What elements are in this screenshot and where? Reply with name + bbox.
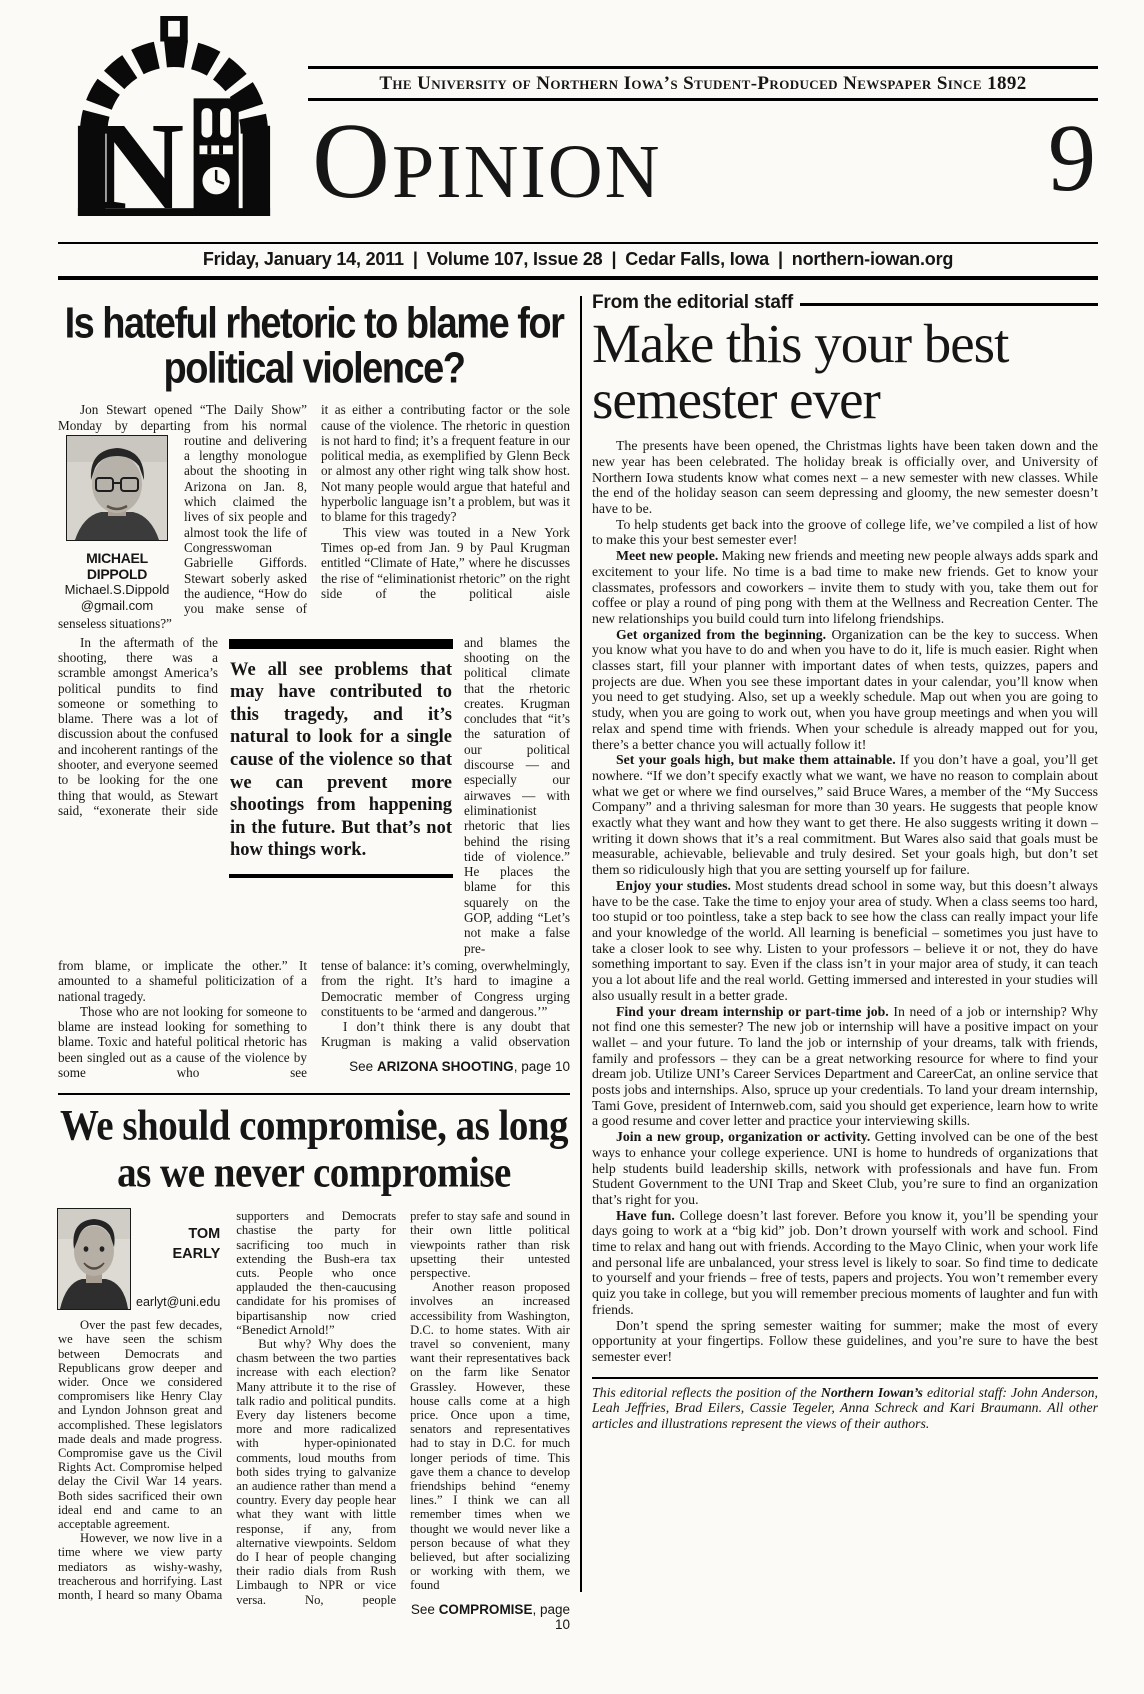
article2-c3-p1: prefer to stay safe and sound in their own little political viewpoints rather than risk upsetting their untested perspective. — [410, 1209, 570, 1280]
paragraph-text: The presents have been opened, the Christmas lights have been taken down and the new year has been celebrated. The holiday break is officially over, and University of Northern Iowa students know what comes next – a new semester with new classes. While the end of the holiday season can seem depressing and gloomy, the new semester doesn’t have to be. — [592, 438, 1098, 516]
paragraph-lead: Enjoy your studies. — [616, 877, 736, 893]
editorial-paragraph — [592, 752, 1098, 878]
article2-col2 — [236, 1209, 396, 1631]
page-content — [58, 292, 1098, 1632]
author-block-early — [58, 1209, 222, 1309]
paragraph-lead: Join a new group, organization or activity. — [616, 1129, 875, 1145]
northern-iowan-logo — [62, 16, 286, 216]
article2-col3 — [410, 1209, 570, 1631]
article1-bot2-p1: tense of balance: it’s coming, overwhelmingly, from the right. It’s hard to imagine a Democratic member of Congress urging constituents to be ‘armed and dangerous.’” — [321, 957, 570, 1019]
paragraph-text: Most students dread school in some way, but this doesn’t always have to be the case. Take the time to enjoy your area of study. When a class seems too hard, too stupid or too pointless, take a step back to see how the class can really impact your life and your knowledge of the world. All learning is beneficial – sometimes you just have to take a closer look to see why. Listen to your professors – believe it or not, they do have something important to say. Even if the class isn’t in your major area of study, it can teach you a lot about life and the real world. Getting immersed and interested in your studies will also usually result in a better grade. — [592, 877, 1098, 1003]
article1-mid-left: In the aftermath of the shooting, there was a scramble amongst America’s political pundits to find someone or something to blame. There was a lot of discussion about the confused and incoherent rantings of the shooter, and everyone seemed to be looking for the one thing that would, as Stewart said, “exonerate their side — [58, 634, 218, 818]
editorial-paragraph — [592, 1004, 1098, 1130]
page-number: 9 — [1048, 104, 1096, 211]
editorial-footer — [592, 1385, 1098, 1432]
article2-c2-p2: But why? Why does the chasm between the two parties increase with each election? Many attribute it to the rise of talk radio and political pundits. Every day listeners become more and more radicalized with hyper-opinionated comments, loud mouths from both sides trying to galvanize an audience rather than mend a country. Every day people hear what they want with little response, if any, from alternative viewpoints. Seldom do I hear of people changing their radio dials from Rush Limbaugh to NPR or vice versa. No, people — [236, 1336, 397, 1607]
editorial-paragraph — [592, 438, 1098, 517]
paragraph-lead: Have fun. — [616, 1207, 680, 1223]
author2-name-line2: EARLY — [172, 1245, 221, 1262]
editorial-paragraph — [592, 1129, 1098, 1208]
article-hateful-rhetoric — [58, 299, 570, 1081]
article1-bot2-p2: I don’t think there is any doubt that Krugman is making a valid observation — [321, 1019, 570, 1050]
article2-c3-p2: Another reason proposed involves an increased accessibility from Washington, D.C. to home states. With air travel so convenient, many want their representatives back on the farm like Senator Grassley. However, these house calls come at a high price. Once upon a time, senators and representatives had to stay in D.C. for much longer periods of time. This gave them a chance to develop friendships behind “enemy lines.” I think we can all remember times when we thought we would never like a person because of what they believed, but after socializing or working with them, we found — [410, 1280, 570, 1593]
svg-text:N: N — [93, 97, 185, 216]
article2-columns — [58, 1209, 570, 1631]
article2-col1 — [58, 1209, 222, 1631]
author1-name: MICHAEL DIPPOLD — [86, 549, 148, 582]
pull-quote-text: We all see problems that may have contributed to this tragedy, and it’s natural to look for a single cause of the violence so that we can prevent more shootings from happening in the future. But that’s not how things work. — [230, 659, 452, 861]
article2-c2-p1: supporters and Democrats chastise the party for sacrificing too much in extending the Bush-era tax cuts. People who once applauded the then-caucusing candidate for his promises of bipartisanship now cried “Benedict Arnold!” — [236, 1209, 397, 1337]
article1-bot1-p2: Those who are not looking for someone to blame are instead looking for something to blame. Toxic and hateful political rhetoric has been singled out as a cause of the violence by some who see — [58, 1003, 307, 1081]
jump-see: See — [410, 1601, 439, 1617]
author-photo-early — [58, 1209, 130, 1309]
paragraph-lead: Find your dream internship or part-time job. — [616, 1003, 894, 1019]
paragraph-text: Making new friends and meeting new people always adds spark and excitement to your life. No time is a bad time to make new friends. Get to know your classmates, professors and coworkers – invite them to study with you, take them out for coffee or play a round of ping pong with them at the Wellness and Recreation Center. The new relationships you build could turn into lifelong friendships. — [592, 548, 1098, 626]
vertical-divider — [580, 296, 582, 1592]
dateline — [58, 242, 1098, 280]
article-divider-rule — [58, 1093, 570, 1095]
article1-middle-band — [58, 635, 570, 956]
article1-bot-col2 — [321, 958, 570, 1080]
article1-bottom-band — [58, 958, 570, 1080]
paragraph-text: College doesn’t last forever. Before you know it, you’ll be spending your days going to work at a “big kid” job. Don’t drown yourself with work and school. Find time to relax and hang out with friends. According to the Mayo Clinic, when your work life and personal life are unbalanced, your stress level is likely to soar. So find time to dedicate to yourself and your friends – free of tests, papers and projects. You won’t remember every quiz you take in college, but you will remember precious moments of laughter and fun with friends. — [592, 1207, 1098, 1317]
footer-pre: This editorial reflects the position of the — [592, 1384, 821, 1400]
article-compromise — [58, 1103, 570, 1631]
paragraph-text: Organization can be the key to success. When you know what you have to do and when you have to do it, life is much easier. Right when classes start, fill your planner with important dates of when tests, quizzes, papers and projects are due. When you see these important dates in your calendar, you’ll know when you need to get studying. Also, set up a weekly schedule. Map out when you are going to study, when you are going to work out, when you have group meetings and when you will relax and spend time with friends. When your schedule is already mapped out for you, there’s a better chance you will actually follow it! — [592, 626, 1098, 752]
pull-quote-top-bar — [229, 639, 453, 649]
jump-line-arizona-shooting — [321, 1059, 570, 1074]
paragraph-lead: Meet new people. — [616, 548, 722, 564]
jump-page: , page 10 — [532, 1601, 570, 1632]
article2-c1-p2: However, we now live in a time where we view party mediators as wishy-washy, treacherous and horrifying. Last month, I heard so many Obama — [58, 1531, 223, 1602]
dateline-separator: | — [412, 249, 418, 269]
pull-quote — [229, 639, 453, 956]
article1-col1 — [58, 402, 307, 631]
author1-email-line2: @gmail.com — [80, 597, 154, 613]
footer-post: editorial staff: John Anderson, Leah Jeffries, Brad Eilers, Cassie Tegeler, Anna Schreck and Kari Braumann. All other articles and illustrations represent the views of their authors. — [592, 1384, 1098, 1432]
paragraph-lead: Set your goals high, but make them attainable. — [616, 752, 900, 768]
article2-c1-p1: Over the past few decades, we have seen the schism between Democrats and Republicans grow deeper and wider. Once we considered compromisers like Henry Clay and Lyndon Johnson great and accomplished. These legislators made deals and made progress. Compromise gave us the Civil Rights Act. Compromise helped delay the Civil War 14 years. Both sides sacrificed their own ideal end and came to an acceptable agreement. — [58, 1318, 223, 1531]
dateline-separator: | — [611, 249, 617, 269]
pull-quote-bottom-bar — [229, 874, 453, 878]
editorial-paragraph — [592, 878, 1098, 1004]
editorial-paragraph — [592, 1318, 1098, 1365]
paragraph-text: In need of a job or internship? Why not find one this semester? The new job or internship will have a positive impact on your wallet – and your future. To land the job or internship of your dreams, talk with friends, family and professors – they can be a great networking resource for where to find your dream job. Utilize UNI’s Career Services Department and CareerCat, an online service that posts jobs and internships. Also, spruce up your credentials. To land your dream internship, Tami Gove, president of Internweb.com, said you should get experience, learn how to write a good resume and cover letter and practice your interviewing skills. — [592, 1003, 1098, 1129]
editorial-footer-rule — [592, 1377, 1098, 1379]
article1-bot1-p1: from blame, or implicate the other.” It amounted to a shameful politicization of a national tragedy. — [58, 957, 307, 1004]
editorial-headline: Make this your best semester ever — [592, 313, 1009, 431]
section-title: Opinion — [312, 102, 662, 221]
dateline-location: Cedar Falls, Iowa — [625, 249, 769, 269]
article1-headline: Is hateful rhetoric to blame for political violence? — [64, 299, 564, 393]
dateline-separator: | — [777, 249, 783, 269]
dateline-date: Friday, January 14, 2011 — [202, 249, 404, 269]
jump-line-compromise — [410, 1602, 570, 1632]
footer-paper-name: Northern Iowan’s — [820, 1384, 923, 1400]
paragraph-lead: Get organized from the beginning. — [616, 626, 832, 642]
author-photo-dippold — [67, 436, 167, 540]
author2-email: earlyt@uni.edu — [136, 1295, 221, 1310]
editorial-kicker-text: From the editorial staff — [592, 292, 794, 313]
author2-meta — [130, 1209, 222, 1309]
article2-headline: We should compromise, as long as we never compromise — [59, 1102, 569, 1197]
dateline-website: northern-iowan.org — [791, 249, 954, 269]
article1-col2 — [321, 402, 570, 631]
paragraph-text: To help students get back into the groove of college life, we’ve compiled a list of how to make this your best semester ever! — [592, 516, 1098, 548]
author-block-dippold — [58, 436, 176, 614]
article1-bot-col1 — [58, 958, 307, 1080]
editorial-kicker — [592, 292, 1098, 314]
jump-page: , page 10 — [513, 1058, 570, 1074]
article1-top-band — [58, 402, 570, 631]
article1-col2-p1: it as either a contributing factor or the sole cause of the violence. The rhetoric in question is not hard to find; it’s a frequent feature in our political media, as exemplified by Glenn Beck or almost any other right wing talk show host. Not many people would argue that hateful and hyperbolic language isn’t a problem, but was it to blame for this tragedy? — [321, 402, 570, 525]
masthead-tagline: The University of Northern Iowa’s Student-Produced Newspaper Since 1892 — [308, 66, 1098, 101]
masthead — [58, 8, 1098, 242]
editorial-paragraph — [592, 517, 1098, 548]
editorial-paragraph — [592, 548, 1098, 627]
editorial-paragraph — [592, 627, 1098, 753]
paragraph-text: Getting involved can be one of the best ways to enhance your college experience. UNI is home to hundreds of organizations that help students build leadership skills, network with professionals and have fun. From Student Government to the UNI Trap and Skeet Club, you’re sure to find an organization that’s right for you. — [592, 1129, 1098, 1207]
dateline-volume: Volume 107, Issue 28 — [426, 249, 603, 269]
jump-ref: COMPROMISE — [438, 1601, 533, 1617]
left-section — [58, 292, 570, 1632]
editorial-section — [592, 292, 1098, 1632]
author2-name-line1: TOM — [188, 1226, 221, 1243]
author1-email-line1: Michael.S.Dippold — [64, 581, 170, 597]
article1-col1-text: routine and delivering a lengthy monologue about the shooting in Arizona on Jan. 8, which claimed the lives of six people and almost took the life of Congresswoman Gabrielle Giffords. Stewart soberly asked the audience, “How do you make sense of senseless situations?” — [58, 432, 307, 632]
paragraph-text: Don’t spend the spring semester waiting for summer; make the most of every opportunity at your fingertips. Follow these guidelines, and you’re sure to have the best semester ever! — [592, 1317, 1098, 1364]
kicker-rule — [800, 303, 1098, 306]
jump-see: See — [349, 1058, 377, 1074]
article1-intro: Jon Stewart opened “The Daily Show” Monday by departing from his normal — [58, 402, 307, 433]
editorial-paragraph — [592, 1208, 1098, 1318]
article1-col2-p2: This view was touted in a New York Times op-ed from Jan. 9 by Paul Krugman entitled “Climate of Hate,” where he discusses the rise of “eliminationist rhetoric” on the right side of the political aisle — [321, 524, 570, 601]
article1-mid-right: and blames the shooting on the political climate that the rhetoric creates. Krugman concludes that “it’s the saturation of our political discourse — and especially our airwaves — with eliminationist rhetoric that lies behind the rising tide of violence.” He places the blame for this squarely on the GOP, adding “Let’s not make a false pre- — [464, 634, 570, 956]
paragraph-text: If you don’t have a goal, you’ll get nowhere. “If we don’t specify exactly what we want, we have no reason to complain about what we get or where we find ourselves,” said Bruce Wares, a member of the “My Success Company” and a thriving salesman for more than 30 years. He suggests that people know exactly what they want and how they want to get there. He also suggests writing it down – writing it down shows that it’s a real commitment. But Wares also said that goals must be measurable, achievable, believable and truly desired. Set your goals high, but don’t set them so ridiculously high that you are setting yourself up for failure. — [592, 752, 1098, 878]
jump-ref: ARIZONA SHOOTING — [376, 1058, 514, 1074]
editorial-body — [592, 438, 1098, 1364]
